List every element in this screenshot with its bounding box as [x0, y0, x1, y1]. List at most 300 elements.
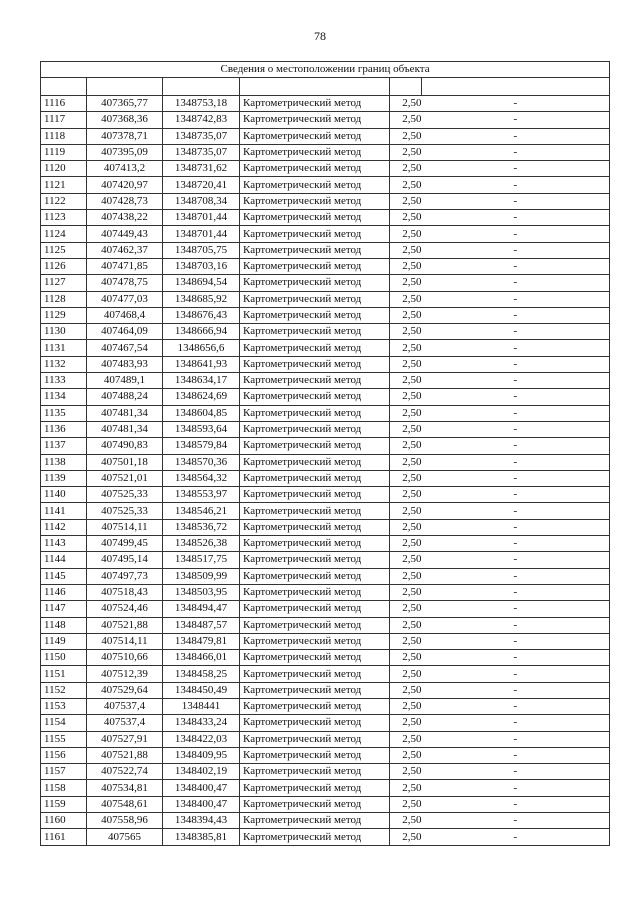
- description-cell: -: [422, 503, 610, 519]
- coordinate-x: 407449,43: [87, 226, 163, 242]
- point-number: 1130: [41, 324, 87, 340]
- table-row: [41, 796, 610, 812]
- coordinate-y: 1348735,07: [163, 144, 240, 160]
- accuracy-cell: 2,50: [390, 650, 422, 666]
- table-row: [41, 470, 610, 486]
- coordinate-y: 1348604,85: [163, 405, 240, 421]
- table-row: [41, 764, 610, 780]
- point-number: 1118: [41, 128, 87, 144]
- description-cell: -: [422, 519, 610, 535]
- coordinate-y: 1348641,93: [163, 356, 240, 372]
- coordinate-x: 407483,93: [87, 356, 163, 372]
- accuracy-cell: 2,50: [390, 226, 422, 242]
- accuracy-cell: 2,50: [390, 258, 422, 274]
- coordinate-x: 407490,83: [87, 438, 163, 454]
- point-number: 1156: [41, 747, 87, 763]
- method-cell: Картометрический метод: [240, 324, 390, 340]
- accuracy-cell: 2,50: [390, 715, 422, 731]
- description-cell: -: [422, 796, 610, 812]
- method-cell: Картометрический метод: [240, 112, 390, 128]
- point-number: 1124: [41, 226, 87, 242]
- table-row: [41, 731, 610, 747]
- coordinate-x: 407481,34: [87, 405, 163, 421]
- table-row: [41, 242, 610, 258]
- coordinate-x: 407514,11: [87, 519, 163, 535]
- description-cell: -: [422, 177, 610, 193]
- description-cell: -: [422, 617, 610, 633]
- method-cell: Картометрический метод: [240, 715, 390, 731]
- table-spacer-row: [41, 78, 610, 96]
- coordinate-x: 407522,74: [87, 764, 163, 780]
- coordinate-y: 1348676,43: [163, 307, 240, 323]
- method-cell: Картометрический метод: [240, 666, 390, 682]
- description-cell: -: [422, 291, 610, 307]
- point-number: 1150: [41, 650, 87, 666]
- coordinate-y: 1348720,41: [163, 177, 240, 193]
- coordinate-y: 1348487,57: [163, 617, 240, 633]
- description-cell: -: [422, 813, 610, 829]
- description-cell: -: [422, 161, 610, 177]
- coordinate-x: 407501,18: [87, 454, 163, 470]
- accuracy-cell: 2,50: [390, 340, 422, 356]
- description-cell: -: [422, 666, 610, 682]
- description-cell: -: [422, 373, 610, 389]
- accuracy-cell: 2,50: [390, 747, 422, 763]
- point-number: 1119: [41, 144, 87, 160]
- coordinate-y: 1348441: [163, 698, 240, 714]
- description-cell: -: [422, 421, 610, 437]
- description-cell: -: [422, 698, 610, 714]
- accuracy-cell: 2,50: [390, 666, 422, 682]
- coordinate-x: 407521,88: [87, 617, 163, 633]
- method-cell: Картометрический метод: [240, 210, 390, 226]
- coordinate-x: 407525,33: [87, 487, 163, 503]
- point-number: 1133: [41, 373, 87, 389]
- accuracy-cell: 2,50: [390, 275, 422, 291]
- coordinate-x: 407365,77: [87, 96, 163, 112]
- table-row: [41, 519, 610, 535]
- accuracy-cell: 2,50: [390, 764, 422, 780]
- table-row: [41, 829, 610, 845]
- method-cell: Картометрический метод: [240, 519, 390, 535]
- accuracy-cell: 2,50: [390, 291, 422, 307]
- table-row: [41, 340, 610, 356]
- accuracy-cell: 2,50: [390, 829, 422, 845]
- accuracy-cell: 2,50: [390, 682, 422, 698]
- coordinate-y: 1348579,84: [163, 438, 240, 454]
- accuracy-cell: 2,50: [390, 584, 422, 600]
- point-number: 1117: [41, 112, 87, 128]
- method-cell: Картометрический метод: [240, 340, 390, 356]
- description-cell: -: [422, 454, 610, 470]
- accuracy-cell: 2,50: [390, 356, 422, 372]
- coordinate-x: 407420,97: [87, 177, 163, 193]
- method-cell: Картометрический метод: [240, 633, 390, 649]
- coordinate-x: 407438,22: [87, 210, 163, 226]
- table-row: [41, 177, 610, 193]
- coordinate-y: 1348708,34: [163, 193, 240, 209]
- accuracy-cell: 2,50: [390, 144, 422, 160]
- table-row: [41, 258, 610, 274]
- method-cell: Картометрический метод: [240, 829, 390, 845]
- description-cell: -: [422, 112, 610, 128]
- method-cell: Картометрический метод: [240, 389, 390, 405]
- description-cell: -: [422, 275, 610, 291]
- point-number: 1152: [41, 682, 87, 698]
- table-row: [41, 161, 610, 177]
- method-cell: Картометрический метод: [240, 813, 390, 829]
- coordinate-x: 407510,66: [87, 650, 163, 666]
- method-cell: Картометрический метод: [240, 307, 390, 323]
- table-row: [41, 454, 610, 470]
- method-cell: Картометрический метод: [240, 405, 390, 421]
- method-cell: Картометрический метод: [240, 177, 390, 193]
- accuracy-cell: 2,50: [390, 519, 422, 535]
- table-row: [41, 389, 610, 405]
- method-cell: Картометрический метод: [240, 698, 390, 714]
- coordinate-y: 1348685,92: [163, 291, 240, 307]
- method-cell: Картометрический метод: [240, 226, 390, 242]
- coordinate-x: 407529,64: [87, 682, 163, 698]
- method-cell: Картометрический метод: [240, 454, 390, 470]
- description-cell: -: [422, 552, 610, 568]
- table-title-row: [41, 62, 610, 78]
- table-row: [41, 715, 610, 731]
- point-number: 1140: [41, 487, 87, 503]
- description-cell: -: [422, 747, 610, 763]
- point-number: 1161: [41, 829, 87, 845]
- accuracy-cell: 2,50: [390, 536, 422, 552]
- coordinate-y: 1348536,72: [163, 519, 240, 535]
- description-cell: -: [422, 193, 610, 209]
- accuracy-cell: 2,50: [390, 373, 422, 389]
- accuracy-cell: 2,50: [390, 470, 422, 486]
- point-number: 1157: [41, 764, 87, 780]
- table-row: [41, 584, 610, 600]
- method-cell: Картометрический метод: [240, 747, 390, 763]
- coordinate-y: 1348400,47: [163, 780, 240, 796]
- coordinate-x: 407512,39: [87, 666, 163, 682]
- description-cell: -: [422, 340, 610, 356]
- description-cell: -: [422, 568, 610, 584]
- table-row: [41, 193, 610, 209]
- table-row: [41, 324, 610, 340]
- point-number: 1129: [41, 307, 87, 323]
- accuracy-cell: 2,50: [390, 161, 422, 177]
- accuracy-cell: 2,50: [390, 307, 422, 323]
- method-cell: Картометрический метод: [240, 96, 390, 112]
- coordinate-y: 1348526,38: [163, 536, 240, 552]
- accuracy-cell: 2,50: [390, 552, 422, 568]
- table-row: [41, 438, 610, 454]
- table-row: [41, 650, 610, 666]
- method-cell: Картометрический метод: [240, 193, 390, 209]
- point-number: 1116: [41, 96, 87, 112]
- table-row: [41, 568, 610, 584]
- table-row: [41, 112, 610, 128]
- coordinate-y: 1348694,54: [163, 275, 240, 291]
- table-row: [41, 226, 610, 242]
- method-cell: Картометрический метод: [240, 552, 390, 568]
- table-row: [41, 536, 610, 552]
- point-number: 1151: [41, 666, 87, 682]
- coordinate-x: 407548,61: [87, 796, 163, 812]
- coordinate-y: 1348517,75: [163, 552, 240, 568]
- coordinate-x: 407464,09: [87, 324, 163, 340]
- description-cell: -: [422, 210, 610, 226]
- point-number: 1131: [41, 340, 87, 356]
- point-number: 1141: [41, 503, 87, 519]
- coordinate-y: 1348701,44: [163, 226, 240, 242]
- accuracy-cell: 2,50: [390, 405, 422, 421]
- coordinate-y: 1348385,81: [163, 829, 240, 845]
- table-row: [41, 356, 610, 372]
- coordinate-y: 1348701,44: [163, 210, 240, 226]
- point-number: 1154: [41, 715, 87, 731]
- description-cell: -: [422, 405, 610, 421]
- coordinate-y: 1348546,21: [163, 503, 240, 519]
- method-cell: Картометрический метод: [240, 487, 390, 503]
- table-row: [41, 128, 610, 144]
- coordinate-y: 1348402,19: [163, 764, 240, 780]
- table-row: [41, 780, 610, 796]
- coordinate-x: 407471,85: [87, 258, 163, 274]
- coordinate-x: 407537,4: [87, 715, 163, 731]
- accuracy-cell: 2,50: [390, 96, 422, 112]
- description-cell: -: [422, 584, 610, 600]
- coordinate-y: 1348466,01: [163, 650, 240, 666]
- coordinate-y: 1348593,64: [163, 421, 240, 437]
- method-cell: Картометрический метод: [240, 356, 390, 372]
- coordinate-y: 1348553,97: [163, 487, 240, 503]
- table-row: [41, 307, 610, 323]
- method-cell: Картометрический метод: [240, 764, 390, 780]
- table-row: [41, 617, 610, 633]
- method-cell: Картометрический метод: [240, 650, 390, 666]
- point-number: 1121: [41, 177, 87, 193]
- coordinate-y: 1348433,24: [163, 715, 240, 731]
- point-number: 1146: [41, 584, 87, 600]
- point-number: 1137: [41, 438, 87, 454]
- accuracy-cell: 2,50: [390, 633, 422, 649]
- coordinate-x: 407518,43: [87, 584, 163, 600]
- coordinate-y: 1348624,69: [163, 389, 240, 405]
- table-row: [41, 210, 610, 226]
- point-number: 1122: [41, 193, 87, 209]
- coordinate-x: 407368,36: [87, 112, 163, 128]
- description-cell: -: [422, 389, 610, 405]
- description-cell: -: [422, 780, 610, 796]
- method-cell: Картометрический метод: [240, 291, 390, 307]
- description-cell: -: [422, 829, 610, 845]
- accuracy-cell: 2,50: [390, 487, 422, 503]
- point-number: 1127: [41, 275, 87, 291]
- coordinate-y: 1348753,18: [163, 96, 240, 112]
- coordinate-y: 1348705,75: [163, 242, 240, 258]
- point-number: 1126: [41, 258, 87, 274]
- coordinate-y: 1348731,62: [163, 161, 240, 177]
- point-number: 1143: [41, 536, 87, 552]
- coordinate-y: 1348656,6: [163, 340, 240, 356]
- point-number: 1158: [41, 780, 87, 796]
- coordinate-y: 1348634,17: [163, 373, 240, 389]
- method-cell: Картометрический метод: [240, 617, 390, 633]
- point-number: 1144: [41, 552, 87, 568]
- boundary-coordinates-table: [40, 61, 610, 846]
- description-cell: -: [422, 96, 610, 112]
- table-row: [41, 747, 610, 763]
- coordinate-y: 1348742,83: [163, 112, 240, 128]
- coordinate-x: 407378,71: [87, 128, 163, 144]
- method-cell: Картометрический метод: [240, 258, 390, 274]
- table-row: [41, 698, 610, 714]
- table-row: [41, 144, 610, 160]
- method-cell: Картометрический метод: [240, 438, 390, 454]
- description-cell: -: [422, 128, 610, 144]
- coordinate-y: 1348422,03: [163, 731, 240, 747]
- description-cell: -: [422, 242, 610, 258]
- accuracy-cell: 2,50: [390, 242, 422, 258]
- coordinate-y: 1348570,36: [163, 454, 240, 470]
- accuracy-cell: 2,50: [390, 438, 422, 454]
- point-number: 1149: [41, 633, 87, 649]
- description-cell: -: [422, 324, 610, 340]
- description-cell: -: [422, 307, 610, 323]
- accuracy-cell: 2,50: [390, 796, 422, 812]
- coordinate-y: 1348400,47: [163, 796, 240, 812]
- point-number: 1160: [41, 813, 87, 829]
- method-cell: Картометрический метод: [240, 682, 390, 698]
- table-row: [41, 813, 610, 829]
- description-cell: -: [422, 487, 610, 503]
- coordinate-x: 407497,73: [87, 568, 163, 584]
- coordinate-y: 1348703,16: [163, 258, 240, 274]
- coordinate-y: 1348458,25: [163, 666, 240, 682]
- method-cell: Картометрический метод: [240, 128, 390, 144]
- accuracy-cell: 2,50: [390, 128, 422, 144]
- coordinate-x: 407428,73: [87, 193, 163, 209]
- point-number: 1148: [41, 617, 87, 633]
- method-cell: Картометрический метод: [240, 568, 390, 584]
- method-cell: Картометрический метод: [240, 584, 390, 600]
- accuracy-cell: 2,50: [390, 389, 422, 405]
- description-cell: -: [422, 226, 610, 242]
- method-cell: Картометрический метод: [240, 731, 390, 747]
- accuracy-cell: 2,50: [390, 112, 422, 128]
- point-number: 1153: [41, 698, 87, 714]
- accuracy-cell: 2,50: [390, 177, 422, 193]
- point-number: 1145: [41, 568, 87, 584]
- point-number: 1120: [41, 161, 87, 177]
- coordinate-x: 407413,2: [87, 161, 163, 177]
- accuracy-cell: 2,50: [390, 421, 422, 437]
- accuracy-cell: 2,50: [390, 813, 422, 829]
- table-row: [41, 633, 610, 649]
- point-number: 1132: [41, 356, 87, 372]
- coordinate-x: 407488,24: [87, 389, 163, 405]
- coordinate-x: 407478,75: [87, 275, 163, 291]
- coordinate-x: 407527,91: [87, 731, 163, 747]
- coordinate-x: 407468,4: [87, 307, 163, 323]
- point-number: 1138: [41, 454, 87, 470]
- coordinate-x: 407514,11: [87, 633, 163, 649]
- coordinate-x: 407481,34: [87, 421, 163, 437]
- table-row: [41, 373, 610, 389]
- method-cell: Картометрический метод: [240, 144, 390, 160]
- page-number: 78: [314, 29, 326, 43]
- table-row: [41, 96, 610, 112]
- method-cell: Картометрический метод: [240, 601, 390, 617]
- description-cell: -: [422, 356, 610, 372]
- method-cell: Картометрический метод: [240, 503, 390, 519]
- method-cell: Картометрический метод: [240, 373, 390, 389]
- point-number: 1142: [41, 519, 87, 535]
- method-cell: Картометрический метод: [240, 242, 390, 258]
- coordinate-x: 407521,01: [87, 470, 163, 486]
- table-row: [41, 291, 610, 307]
- description-cell: -: [422, 650, 610, 666]
- accuracy-cell: 2,50: [390, 324, 422, 340]
- description-cell: -: [422, 144, 610, 160]
- accuracy-cell: 2,50: [390, 568, 422, 584]
- coordinate-x: 407565: [87, 829, 163, 845]
- point-number: 1159: [41, 796, 87, 812]
- coordinate-y: 1348409,95: [163, 747, 240, 763]
- coordinate-x: 407534,81: [87, 780, 163, 796]
- method-cell: Картометрический метод: [240, 275, 390, 291]
- table-row: [41, 666, 610, 682]
- coordinate-x: 407499,45: [87, 536, 163, 552]
- description-cell: -: [422, 601, 610, 617]
- description-cell: -: [422, 438, 610, 454]
- method-cell: Картометрический метод: [240, 161, 390, 177]
- table-row: [41, 487, 610, 503]
- coordinate-y: 1348394,43: [163, 813, 240, 829]
- method-cell: Картометрический метод: [240, 536, 390, 552]
- coordinate-x: 407462,37: [87, 242, 163, 258]
- point-number: 1139: [41, 470, 87, 486]
- method-cell: Картометрический метод: [240, 470, 390, 486]
- accuracy-cell: 2,50: [390, 698, 422, 714]
- description-cell: -: [422, 682, 610, 698]
- coordinate-x: 407467,54: [87, 340, 163, 356]
- point-number: 1128: [41, 291, 87, 307]
- description-cell: -: [422, 731, 610, 747]
- coordinate-x: 407537,4: [87, 698, 163, 714]
- coordinate-x: 407489,1: [87, 373, 163, 389]
- accuracy-cell: 2,50: [390, 503, 422, 519]
- method-cell: Картометрический метод: [240, 796, 390, 812]
- coordinate-x: 407521,88: [87, 747, 163, 763]
- description-cell: -: [422, 536, 610, 552]
- accuracy-cell: 2,50: [390, 601, 422, 617]
- description-cell: -: [422, 764, 610, 780]
- table-row: [41, 503, 610, 519]
- table-row: [41, 552, 610, 568]
- coordinate-y: 1348666,94: [163, 324, 240, 340]
- point-number: 1147: [41, 601, 87, 617]
- coordinate-y: 1348503,95: [163, 584, 240, 600]
- accuracy-cell: 2,50: [390, 780, 422, 796]
- table-row: [41, 601, 610, 617]
- description-cell: -: [422, 715, 610, 731]
- table-row: [41, 421, 610, 437]
- accuracy-cell: 2,50: [390, 210, 422, 226]
- accuracy-cell: 2,50: [390, 731, 422, 747]
- coordinate-y: 1348479,81: [163, 633, 240, 649]
- accuracy-cell: 2,50: [390, 193, 422, 209]
- description-cell: -: [422, 258, 610, 274]
